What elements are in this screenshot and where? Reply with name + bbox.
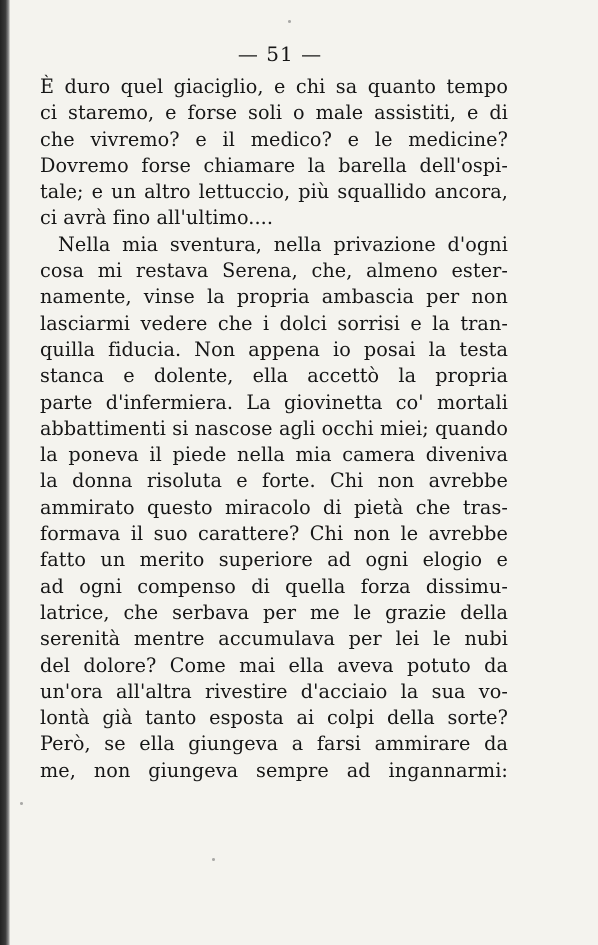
text-line: me, non giungeva sempre ad ingannarmi: bbox=[40, 758, 508, 782]
body-text bbox=[40, 74, 508, 784]
text-line: la donna risoluta e forte. Chi non avrebbe bbox=[40, 469, 508, 493]
text-line: cosa mi restava Serena, che, almeno ester- bbox=[40, 259, 508, 283]
text-line: parte d'infermiera. La giovinetta co' mortali bbox=[40, 390, 508, 414]
text-line: lasciarmi vedere che i dolci sorrisi e la tran- bbox=[40, 311, 508, 335]
text-line: fatto un merito superiore ad ogni elogio e bbox=[40, 548, 508, 572]
page-number: — 51 — bbox=[237, 42, 323, 66]
text-line: che vivremo? e il medico? e le medicine? bbox=[40, 127, 508, 151]
text-line: del dolore? Come mai ella aveva potuto da bbox=[40, 653, 508, 677]
text-line: la poneva il piede nella mia camera diveniva bbox=[40, 443, 508, 467]
text-line: È duro quel giaciglio, e chi sa quanto tempo bbox=[40, 75, 508, 98]
paper-speck bbox=[212, 858, 215, 861]
text-line: abbattimenti si nascose agli occhi miei; quando bbox=[40, 416, 508, 440]
text-line: lontà già tanto esposta ai colpi della sorte? bbox=[40, 706, 508, 730]
text-line: ci staremo, e forse soli o male assistiti, e di bbox=[40, 101, 508, 125]
text-line: Però, se ella giungeva a farsi ammirare da bbox=[40, 732, 508, 756]
text-line: formava il suo carattere? Chi non le avrebbe bbox=[40, 522, 508, 546]
text-line: Dovremo forse chiamare la barella dell'ospi- bbox=[40, 153, 508, 177]
paragraph-1 bbox=[40, 74, 508, 232]
text-line: stanca e dolente, ella accettò la propria bbox=[40, 364, 508, 388]
text-line: ammirato questo miracolo di pietà che tras- bbox=[40, 495, 508, 519]
text-line: ad ogni compenso di quella forza dissimu- bbox=[40, 574, 508, 598]
paper-speck bbox=[288, 20, 291, 23]
text-line: serenità mentre accumulava per lei le nubi bbox=[40, 627, 508, 651]
paper-speck bbox=[20, 802, 23, 805]
text-line: latrice, che serbava per me le grazie della bbox=[40, 600, 508, 624]
text-line: namente, vinse la propria ambascia per non bbox=[40, 285, 508, 309]
text-line: tale; e un altro lettuccio, più squallido ancora, bbox=[40, 180, 508, 204]
text-line: quilla fiducia. Non appena io posai la testa bbox=[40, 337, 508, 361]
text-line: un'ora all'altra rivestire d'acciaio la sua vo- bbox=[40, 679, 508, 703]
text-line: Nella mia sventura, nella privazione d'ogni bbox=[58, 232, 508, 256]
book-binding-edge bbox=[0, 0, 10, 945]
book-page bbox=[40, 0, 520, 945]
text-line: ci avrà fino all'ultimo.... bbox=[40, 206, 274, 230]
paragraph-2 bbox=[40, 232, 508, 784]
